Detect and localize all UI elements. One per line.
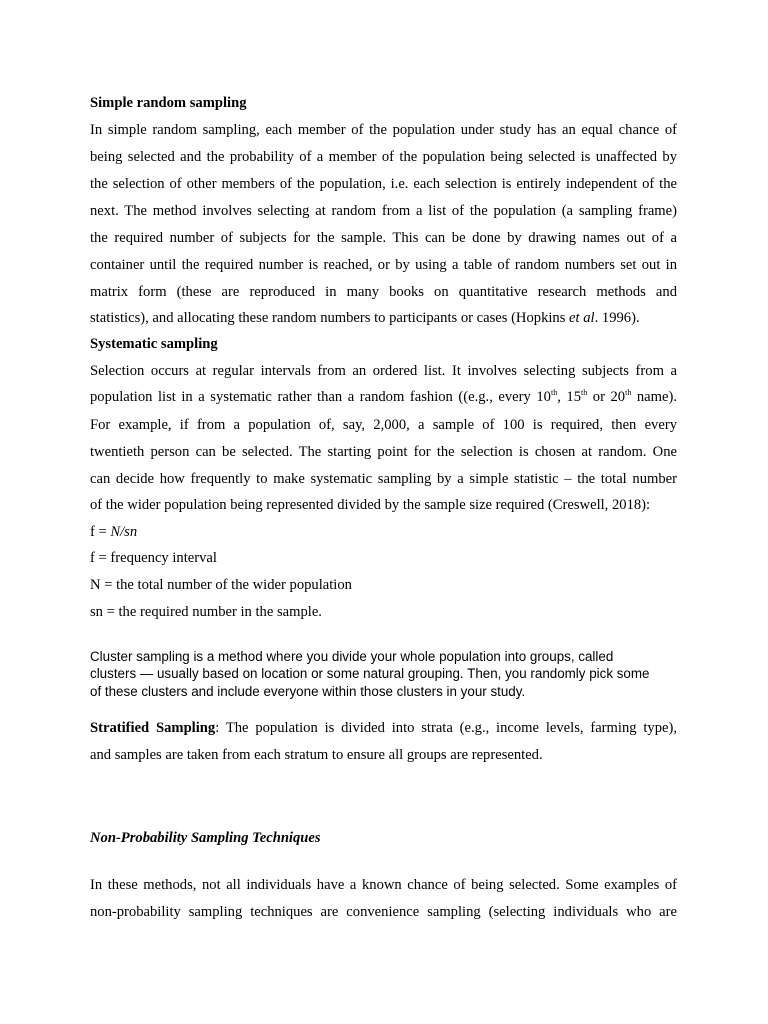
paragraph-line: Cluster sampling is a method where you divide your whole population into groups, called bbox=[90, 649, 614, 664]
paragraph-line: container until the required number is reached, or by using a table of random numbers set out in bbox=[90, 257, 677, 273]
text-run: f = bbox=[90, 524, 111, 540]
heading-simple-random-sampling: Simple random sampling bbox=[90, 95, 247, 111]
paragraph-line: In simple random sampling, each member of the population under study has an equal chance of bbox=[90, 122, 677, 138]
definition-line: N = the total number of the wider population bbox=[90, 577, 352, 593]
paragraph-line: clusters — usually based on location or some natural grouping. Then, you randomly pick some bbox=[90, 666, 650, 681]
paragraph-line: and samples are taken from each stratum to ensure all groups are represented. bbox=[90, 747, 543, 763]
paragraph-line-stratified bbox=[90, 719, 677, 737]
superscript: th bbox=[625, 388, 632, 397]
paragraph-line: being selected and the probability of a member of the population being selected is unaffected by bbox=[90, 149, 677, 165]
paragraph-line: the selection of other members of the population, i.e. each selection is entirely independent of the bbox=[90, 176, 677, 192]
formula bbox=[90, 523, 137, 541]
paragraph-line: the required number of subjects for the sample. This can be done by drawing names out of a bbox=[90, 230, 677, 246]
definition-line: f = frequency interval bbox=[90, 550, 217, 566]
text-run: name). bbox=[631, 389, 677, 405]
text-run-italic: N/sn bbox=[110, 524, 138, 540]
text-run: population list in a systematic rather than a random fashion ((e.g., every 10 bbox=[90, 389, 551, 405]
text-run-italic: et al bbox=[569, 310, 595, 326]
paragraph-line: non-probability sampling techniques are convenience sampling (selecting individuals who are bbox=[90, 904, 677, 920]
paragraph-line: of these clusters and include everyone within those clusters in your study. bbox=[90, 684, 526, 699]
superscript: th bbox=[550, 388, 558, 397]
text-run: : The population is divided into strata (e.g., income levels, farming type), bbox=[215, 720, 677, 736]
paragraph-line-citation bbox=[90, 309, 640, 327]
text-run: or 20 bbox=[587, 389, 626, 405]
paragraph-line: twentieth person can be selected. The starting point for the selection is chosen at random. One bbox=[90, 444, 677, 460]
paragraph-line: Selection occurs at regular intervals from an ordered list. It involves selecting subjects from a bbox=[90, 363, 677, 379]
definition-line: sn = the required number in the sample. bbox=[90, 604, 322, 620]
text-run: statistics), and allocating these random numbers to participants or cases (Hopkins bbox=[90, 310, 570, 326]
paragraph-line: of the wider population being represented divided by the sample size required (Creswell, 2018): bbox=[90, 497, 651, 513]
paragraph-line: In these methods, not all individuals have a known chance of being selected. Some examples of bbox=[90, 877, 677, 893]
paragraph-line: For example, if from a population of, say, 2,000, a sample of 100 is required, then every bbox=[90, 417, 677, 433]
heading-non-probability: Non-Probability Sampling Techniques bbox=[90, 830, 321, 846]
paragraph-line: can decide how frequently to make systematic sampling by a simple statistic – the total number bbox=[90, 471, 677, 487]
paragraph-line: next. The method involves selecting at random from a list of the population (a sampling frame) bbox=[90, 203, 677, 219]
paragraph-line-ordinals bbox=[90, 388, 677, 406]
text-run: , 15 bbox=[557, 389, 581, 405]
heading-systematic-sampling: Systematic sampling bbox=[90, 336, 218, 352]
superscript: th bbox=[581, 388, 588, 397]
term-bold: Stratified Sampling bbox=[90, 720, 216, 736]
paragraph-line: matrix form (these are reproduced in many books on quantitative research methods and bbox=[90, 284, 677, 300]
text-run: . 1996). bbox=[594, 310, 640, 326]
